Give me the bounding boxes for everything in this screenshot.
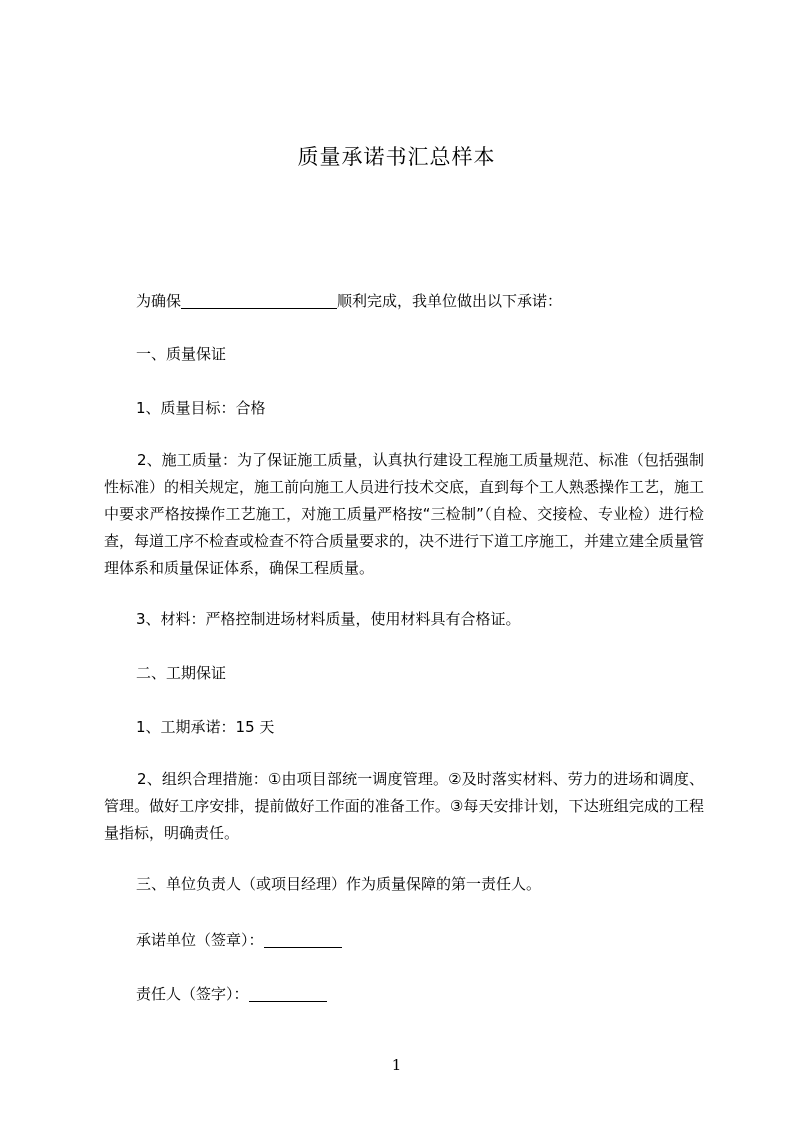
signature-unit-blank (264, 931, 342, 948)
section-2-heading: 二、工期保证 (136, 664, 227, 682)
signature-unit-line (136, 928, 342, 952)
page-number: 1 (391, 1056, 402, 1074)
signature-person-blank (249, 985, 327, 1002)
intro-prefix: 为确保 (136, 292, 182, 310)
organization-measures-paragraph: 2、组织合理措施：①由项目部统一调度管理。②及时落实材料、劳力的进场和调度、管理。做好工序安排，提前做好工作面的准备工作。③每天安排计划，下达班组完成的工程量指标，明确责任。 (104, 770, 704, 842)
section-1-heading: 一、质量保证 (136, 345, 227, 363)
signature-unit-label: 承诺单位（签章）： (136, 931, 264, 949)
intro-suffix: 顺利完成，我单位做出以下承诺： (337, 292, 563, 310)
materials-item: 3、材料：严格控制进场材料质量，使用材料具有合格证。 (136, 610, 521, 628)
construction-quality-paragraph: 2、施工质量：为了保证施工质量，认真执行建设工程施工质量规范、标准（包括强制性标准）的相关规定，施工前向施工人员进行技术交底，直到每个工人熟悉操作工艺，施工中要求严格按操作工艺施工，对施工质量严格按“三检制”（自检、交接检、专业检）进行检查，每道工序不检查或检查不符合质量要求的，决不进行下道工序施工，并建立建全质量管理体系和质量保证体系，确保工程质量。 (104, 451, 705, 577)
document-title: 质量承诺书汇总样本 (297, 145, 496, 169)
signature-person-label: 责任人（签字）： (136, 985, 249, 1003)
project-name-blank (181, 292, 337, 309)
intro-line (136, 289, 562, 313)
signature-person-line (136, 982, 327, 1006)
quality-target: 1、质量目标：合格 (136, 399, 266, 417)
section-3-heading: 三、单位负责人（或项目经理）作为质量保障的第一责任人。 (136, 875, 542, 893)
schedule-commitment: 1、工期承诺：15 天 (136, 718, 275, 736)
